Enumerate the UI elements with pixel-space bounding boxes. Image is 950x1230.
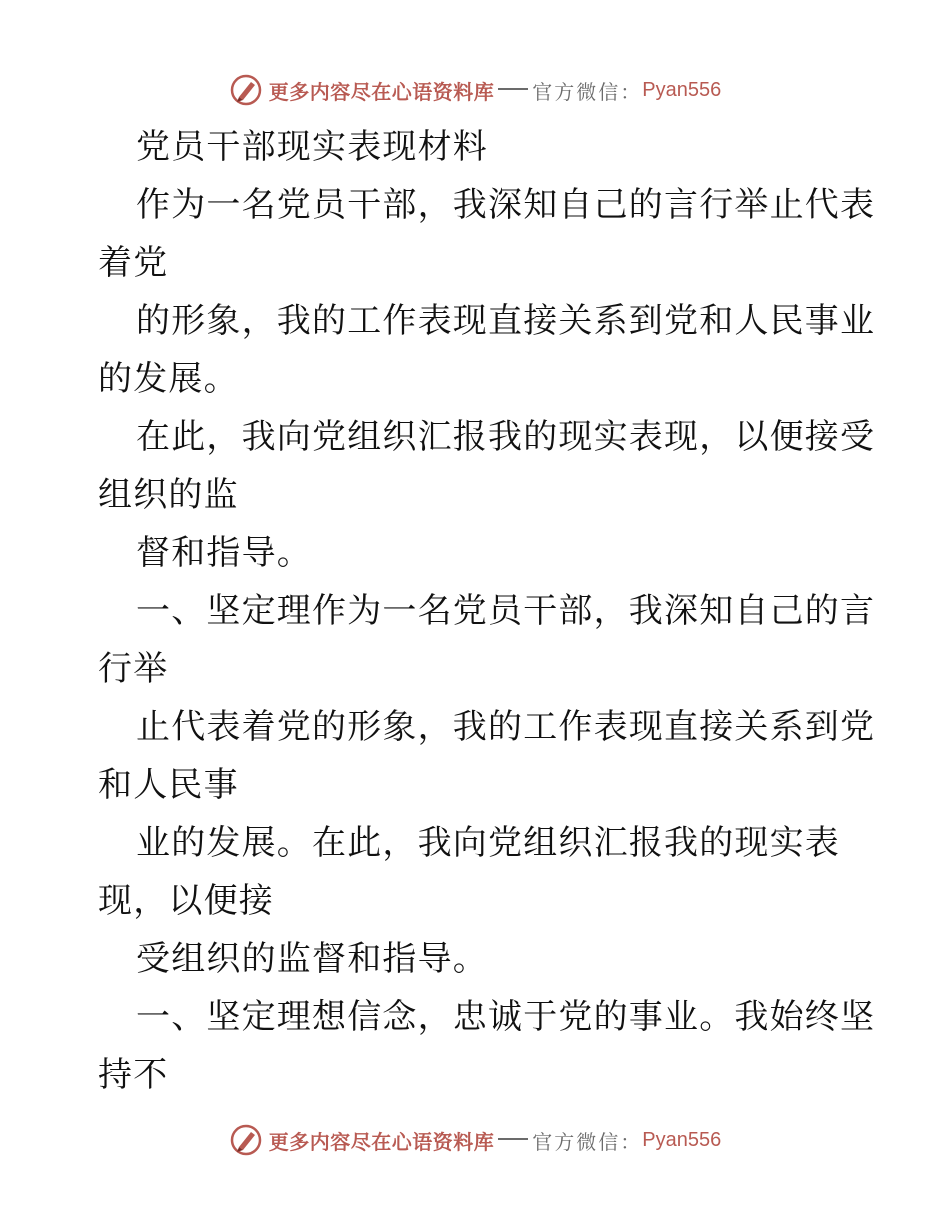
banner-wechat-label: 官方微信： xyxy=(532,1129,643,1154)
doc-line: 着党 xyxy=(98,243,169,283)
doc-line: 止代表着党的形象，我的工作表现直接关系到党 xyxy=(136,707,876,747)
doc-line: 行举 xyxy=(98,649,169,689)
doc-line: 受组织的监督和指导。 xyxy=(136,939,488,979)
doc-line: 的形象，我的工作表现直接关系到党和人民事业 xyxy=(136,301,876,341)
doc-line: 一、坚定理想信念，忠诚于党的事业。我始终坚 xyxy=(136,997,876,1037)
doc-line: 组织的监 xyxy=(98,475,239,515)
doc-line: 一、坚定理作为一名党员干部，我深知自己的言 xyxy=(136,591,876,631)
banner-wechat-id: Pyan556 xyxy=(642,1128,722,1151)
banner-wechat-id: Pyan556 xyxy=(642,78,722,101)
banner-title: 更多内容尽在心语资料库 xyxy=(268,79,495,104)
doc-line: 现，以便接 xyxy=(98,881,274,921)
pen-logo-icon xyxy=(229,1123,263,1157)
header-banner xyxy=(0,70,950,110)
document-body xyxy=(98,118,876,1104)
doc-line: 作为一名党员干部，我深知自己的言行举止代表 xyxy=(136,185,876,225)
pen-logo-icon xyxy=(229,73,263,107)
doc-line: 在此，我向党组织汇报我的现实表现，以便接受 xyxy=(136,417,876,457)
doc-line: 业的发展。在此，我向党组织汇报我的现实表 xyxy=(136,823,840,863)
footer-banner xyxy=(0,1120,950,1160)
doc-line: 督和指导。 xyxy=(136,533,312,573)
doc-line: 持不 xyxy=(98,1055,169,1095)
doc-line: 和人民事 xyxy=(98,765,239,805)
doc-title: 党员干部现实表现材料 xyxy=(136,127,488,167)
banner-dash xyxy=(498,88,528,90)
banner-wechat-label: 官方微信： xyxy=(532,79,643,104)
banner-title: 更多内容尽在心语资料库 xyxy=(268,1129,495,1154)
doc-line: 的发展。 xyxy=(98,359,239,399)
banner-dash xyxy=(498,1138,528,1140)
